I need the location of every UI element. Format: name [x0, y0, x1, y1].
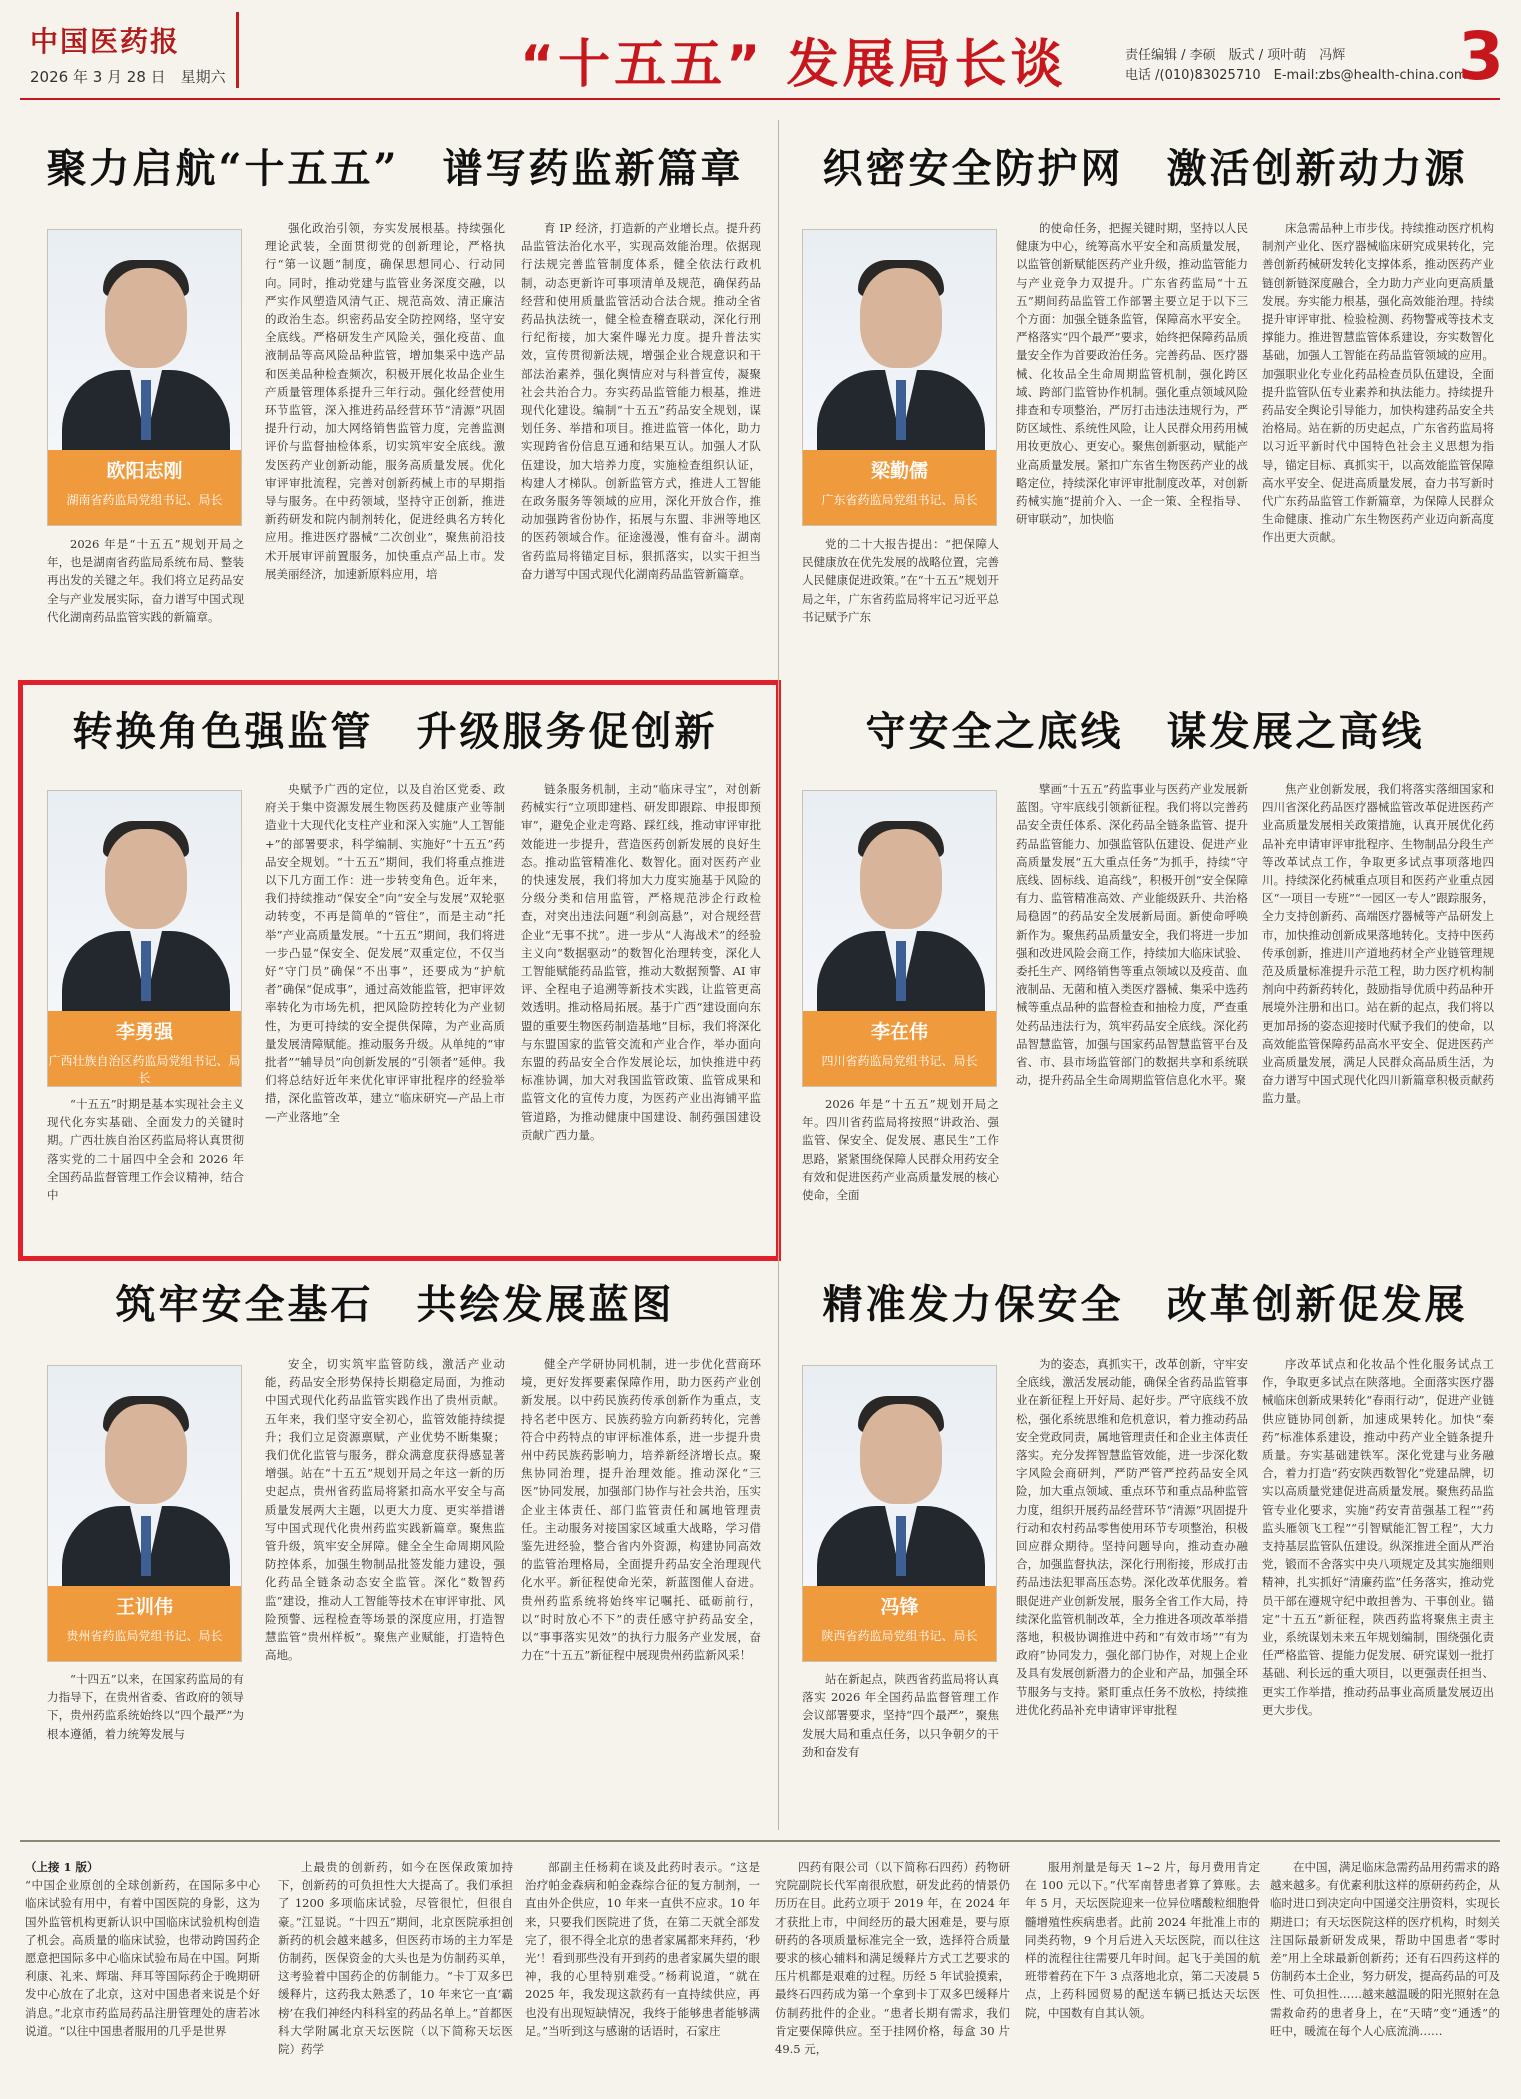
caption-paragraph: 党的二十大报告提出：“把保障人民健康放在优先发展的战略位置，完善人民健康促进政策。”在“十五五”规划开局之年，广东省药监局将牢记习近平总书记赋予广东	[802, 537, 999, 624]
article-hunan	[25, 125, 765, 680]
masthead	[0, 0, 1521, 100]
person-title: 四川省药监局党组书记、局长	[821, 1054, 978, 1068]
article-column: 为的姿态，真抓实干，改革创新，守牢安全底线，激活发展动能，确保全省药品监管事业在新征程上开好局、起好步。严守底线不放松，强化系统思维和危机意识，着力推动药品安全党政同责，属地管理责任和企业主体责任落实。充分发挥智慧监管效能，进一步深化数字风险会商研判，严防严管严控药品安全风险，加大重点领域、重点环节和重点品种监管力度，组织开展药品经营环节“清源”巩固提升行动和农村药品零售使用环节专项整治，积极回应群众期待。坚持问题导向，推动查办融合，加强监督执法，深化行刑衔接，形成打击药品违法犯罪高压态势。深化改革优服务。着眼促进产业创新发展，服务全省工作大局，持续深化监管机制改革，全力推进各项改革举措落地，积极协调推进中药和“有效市场”“有为政府”协同发力，强化部门协作，对规上企业及具有发展创新潜力的企业和产品，加强全环节服务与支持。紧盯重点任务不放松，持续推进优化药品补充申请审评审批程	[1016, 1357, 1248, 1717]
article-shaanxi	[790, 1265, 1500, 1825]
person-name: 梁勤儒	[870, 460, 928, 482]
article-headline: 精准发力保安全 改革创新促发展	[822, 1281, 1468, 1328]
portrait-photo	[802, 790, 997, 1087]
article-headline: 守安全之底线 谋发展之高线	[865, 708, 1425, 755]
person-name: 欧阳志刚	[106, 460, 183, 482]
person-name: 冯锋	[880, 1596, 919, 1618]
continuation-column: 四药有限公司（以下简称石四药）药物研究院副院长代军南很欣慰，研发此药的情景仍历历在目。此药立项于 2019 年，在 2024 年才获批上市，中间经历的最大困难是，要与原研药的各项质量标准完全一致，选择符合质量要求的核心辅料和满足缓释片方式工艺要求的压片机都是艰难的过程。历经 5 年试验摸索，最终石四药成为第一个拿到卡丁双多巴缓释片仿制药批件的企业。“患者长期有需求，我们肯定要保障供应。至于挂网价格，每盒 30 片 49.5 元，	[775, 1860, 1010, 2057]
article-guangdong	[790, 125, 1500, 680]
continuation-column: 服用剂量是每天 1~2 片，每月费用肯定在 100 元以下。”代军南替患者算了算账。去年 5 月，天坛医院迎来一位异位嗜酸粒细胞骨髓增殖性疾病患者。此前 2024 年批准上市的同类药物，9 个月后进入天坛医院，而以往这样的流程往往需要几年时间。起飞于美国的航班带着药在下午 3 点落地北京，第二天凌晨 5 点，上药科园贸易的配送车辆已抵达天坛医院，中国数有自其认领。	[1025, 1860, 1260, 2020]
masthead-rule	[20, 98, 1500, 100]
portrait-photo	[802, 229, 997, 526]
article-column: 擘画“十五五”药监事业与医药产业发展新蓝图。守牢底线引领新征程。我们将以完善药品安全责任体系、深化药品全链条监管、提升药品监管能力、加强监管队伍建设、促进产业高质量发展“五大重点任务”为抓手，持续“守底线、固标线、追高线”，积极开创“安全保障有力、监管精准高效、产业能级跃升、共治格局稳固”的药品安全发展新局面。新使命呼唤新作为。聚焦药品质量安全，我们将进一步加强和改进风险会商工作，持续加大临床试验、委托生产、网络销售等重点领域以及疫苗、血液制品、无菌和植入类医疗器械、集采中选药械等重点品种的监督检查和抽检力度，严查重处药品违法行为，筑牢药品安全底线。深化药品智慧监管，加强与国家药品智慧监管平台及省、市、县市场监管部门的数据共享和系统联动，提升药品全生命周期监管信息化水平。聚	[1016, 782, 1248, 1088]
editors-info	[1125, 46, 1467, 86]
person-title: 贵州省药监局党组书记、局长	[66, 1629, 223, 1643]
article-column: 安全，切实筑牢监管防线，激活产业动能，药品安全形势保持长期稳定局面，为推动中国式现代化药品监管实践作出了贵州贡献。五年来，我们坚守安全初心，监管效能持续提升；我们立足资源禀赋，产业优势不断集聚；我们优化监管与服务，群众满意度获得感显著增强。站在“十五五”规划开局之年这一新的历史起点，贵州省药监局将紧扣高水平安全与高质量发展两大主题，以更大力度、更实举措谱写中国式现代化贵州药监实践新篇章。聚焦监管升级，筑牢安全屏障。健全全生命周期风险防控体系，加强生物制品批签发能力建设，强化药品全链条动态安全监管。深化“数智药监”建设，推动人工智能等技术在审评审批、风险预警、远程检查等场景的深度应用，打造智慧监管“贵州样板”。聚焦产业赋能，打造特色高地。	[265, 1357, 505, 1663]
column-divider	[778, 120, 779, 1830]
person-name: 王训伟	[115, 1596, 173, 1618]
portrait-photo	[47, 229, 242, 526]
continuation-column: 部副主任杨莉在谈及此药时表示。“这是治疗帕金森病和帕金森综合征的复方制剂，一直由外企供应，10 年来一直供不应求。10 年来，只要我们医院进了货，在第二天就全部发完了，很不得全北京的患者家属都来拜药，‘秒光’！看到那些没有开到药的患者家属失望的眼神，我的心里特别难受。”杨莉说道，“就在 2025 年，我发现这款药有一直持续供应，再也没有出现短缺情况，我终于能够患者能够满足。”当听到这与感谢的话语时，石家庄	[525, 1860, 760, 2038]
continuation-column: 上最贵的创新药，如今在医保政策加持下，创新药的可负担性大大提高了。我们承担了 1200 多项临床试验，尽管很忙，但很自豪。”江显说。“十四五”期间，北京医院承担创新药的机会越来越多，但医药市场的主力军是仿制药，医保资金的大头也是为仿制药买单，这考验着中国药企的仿制能力。“卡丁双多巴缓释片，这药我太熟悉了，10 年来它一直‘霸榜’在我们神经内科科室的药品名单上。”首都医科大学附属北京天坛医院（以下简称天坛医院）药学	[278, 1860, 513, 2057]
section-title: “十五五” 发展局长谈	[520, 35, 1067, 95]
article-headline: 筑牢安全基石 共绘发展蓝图	[115, 1281, 675, 1328]
article-headline: 聚力启航“十五五” 谱写药监新篇章	[46, 145, 744, 192]
issue-date: 2026 年 3 月 28 日 星期六	[30, 68, 226, 86]
article-column: 育 IP 经济，打造新的产业增长点。提升药品监管法治化水平，实现高效能治理。依据现行法规完善监管制度体系，健全依法行政机制，动态更新许可事项清单及规范，确保药品经营和使用质量监管活动合法合规。推动全省药品执法统一，健全检查稽查联动，深化行刑行纪衔接，加大案件曝光力度。提升普法实效，宣传贯彻新法规，增强企业合规意识和干部法治素养，强化舆情应对与科普宣传，凝聚社会共治合力。夯实药品监管能力根基，推进现代化建设。编制“十五五”药品安全规划，谋划任务、举措和项目。推进监管一体化，助力实现跨省份信息互通和结果互认。加强人才队伍建设，加大培养力度，实施检查组织认证，构建人才梯队。创新监管方式，推进人工智能在政务服务等领域的应用，深化开放合作，推动加强跨省份协作，拓展与东盟、非洲等地区的医药领域合作。征途漫漫，惟有奋斗。湖南省药监局将锚定目标，狠抓落实，以实干担当奋力谱写中国式现代化湖南药品监管新篇章。	[521, 221, 761, 581]
page-number: 3	[1458, 18, 1504, 95]
portrait-photo	[47, 1365, 242, 1662]
caption-paragraph: “十四五”以来，在国家药监局的有力指导下，在贵州省委、省政府的领导下，贵州药监系统始终以“四个最严”为根本遵循，着力统筹发展与	[47, 1672, 244, 1741]
continuation-lead: （上接 1 版）	[25, 1860, 99, 1874]
person-title: 湖南省药监局党组书记、局长	[66, 493, 223, 507]
article-column: 焦产业创新发展，我们将落实落细国家和四川省深化药品医疗器械监管改革促进医药产业高质量发展相关政策措施，认真开展优化药品补充申请审评审批程序、生物制品分段生产等改革试点工作，争取更多试点事项落地四川。持续深化药械重点项目和医药产业重点园区“一项目一专班”“一园区一专人”跟踪服务，全力支持创新药、高端医疗器械等产品研发上市，加快推动创新成果落地转化。支持中医药传承创新，推进川产道地药材全产业链管理规范及质量标准提升示范工程，助力医疗机构制剂向中药新药转化，鼓励指导优质中药品种开展境外注册和出口。站在新的起点，我们将以更加昂扬的姿态迎接时代赋予我们的使命，以高效能监管保障药品高水平安全、促进医药产业高质量发展，满足人民群众高品质生活，为奋力谱写中国式现代化四川新篇章积极贡献药监力量。	[1262, 782, 1494, 1106]
person-name: 李在伟	[870, 1021, 928, 1043]
continuation-column	[25, 1858, 260, 2088]
article-headline: 转换角色强监管 升级服务促创新	[72, 708, 718, 755]
article-column: 床急需品种上市步伐。持续推动医疗机构制剂产业化、医疗器械临床研究成果转化，完善创新药械研发转化支撑体系，推动医药产业链创新链深度融合，全力助力产业向更高质量发展。夯实能力根基，强化高效能治理。持续提升审评审批、检验检测、药物警戒等技术支撑能力。推进智慧监管体系建设，夯实数智化基础，加强人工智能在药品监管领域的应用。加强职业化专业化药品检查员队伍建设，全面提升监管队伍专业素养和执法能力。持续提升药品安全舆论引导能力，加快构建药品安全共治格局。站在新的历史起点，广东省药监局将以习近平新时代中国特色社会主义思想为指导，锚定目标、真抓实干，以高效能监管保障高水平安全、促进高质量发展，奋力书写新时代广东药品监管工作新篇章，为保障人民群众生命健康、推动广东生物医药产业迈向新高度作出更大贡献。	[1262, 221, 1494, 545]
caption-paragraph: 2026 年是“十五五”规划开局之年，也是湖南省药监局系统布局、整装再出发的关键之年。我们将立足药品安全与产业发展实际，奋力谱写中国式现代化湖南药品监管实践的新篇章。	[47, 537, 244, 624]
article-headline: 织密安全防护网 激活创新动力源	[822, 145, 1468, 192]
newspaper-logo: 中国医药报	[30, 25, 181, 58]
article-column: 健全产学研协同机制，进一步优化营商环境，更好发挥要素保障作用，助力医药产业创新发展。以中药民族药传承创新作为重点，支持名老中医方、民族药验方向新药转化，完善符合中药特点的审评标准体系，进一步提升贵州中药民族药影响力，培养新经济增长点。聚焦协同治理，提升治理效能。推动深化“三医”协同发展，加强部门协作与社会共治，压实企业主体责任、部门监管责任和属地管理责任。主动服务对接国家区域重大战略，学习借鉴先进经验，整合省内外资源，构建协同高效的监管治理格局，全面提升药品安全治理现代化水平。新征程使命光荣，新蓝图催人奋进。贵州药监系统将始终牢记嘱托、砥砺前行，以“时时放心不下”的责任感守护药品安全，以“事事落实见效”的执行力服务产业发展，奋力在“十五五”新征程中展现贵州药监新风采！	[521, 1357, 761, 1663]
person-title: 广东省药监局党组书记、局长	[821, 493, 978, 507]
article-column: 强化政治引领，夯实发展根基。持续强化理论武装，全面贯彻党的创新理论，严格执行“第一议题”制度，确保思想同心、行动同向。同时，推动党建与监管业务深度交融，以严实作风塑造风清气正、规范高效、清正廉洁的政治生态。织密药品安全防控网络，坚守安全底线。严格研发生产风险关，强化疫苗、血液制品等高风险品种监管，增加集采中选产品和医美品种检查频次，积极开展化妆品企业生产质量管理体系提升三年行动。强化经营使用环节监管，深入推进药品经营环节“清源”巩固提升行动，加大网络销售监管力度，完善监测评价与监督抽检体系，切实筑牢安全底线。激发医药产业创新动能，服务高质量发展。优化审评审批流程，完善对创新药械上市的早期指导与服务。在中药领域，坚持守正创新，推进新药研发和院内制剂转化，促进经典名方转化应用。推进医疗器械“二次创业”，聚焦前沿技术开展审评前置服务，加快重点产品上市。发展美丽经济，加速新原料应用，培	[265, 221, 505, 581]
caption-paragraph: 站在新起点，陕西省药监局将认真落实 2026 年全国药品监督管理工作会议部署要求，坚持“四个最严”，聚焦发展大局和重点任务，以只争朝夕的干劲和奋发有	[802, 1672, 999, 1759]
continuation-text: “中国企业原创的全球创新药，在国际多中心临床试验有用中，有着中国医院的身影，这为国外监管机构更新认识中国临床试验机构创造了机会。高质量的临床试验，也带动跨国药企愿意把国际多中心临床试验布局在中国。阿斯利康、礼来、辉瑞、拜耳等国际药企于晚期研发中心放在了北京，这对中国患者来说是个好消息。”北京市药监局药品注册管理处的唐若冰说道。“以往中国患者服用的几乎是世界	[25, 1878, 260, 2038]
article-guizhou	[25, 1265, 765, 1825]
masthead-divider	[236, 12, 239, 88]
person-title: 陕西省药监局党组书记、局长	[821, 1629, 978, 1643]
editors-line: 责任编辑 / 李硕 版式 / 项叶萌 冯辉	[1125, 48, 1346, 63]
portrait-photo	[802, 1365, 997, 1662]
article-sichuan	[790, 690, 1500, 1250]
contact-line: 电话 /(010)83025710 E-mail:zbs@health-china.com	[1125, 68, 1467, 83]
caption-paragraph: “十五五”时期是基本实现社会主义现代化夯实基础、全面发力的关键时期。广西壮族自治区药监局将认真贯彻落实党的二十届四中全会和 2026 年全国药品监督管理工作会议精神，结合中	[47, 1097, 244, 1203]
article-column: 序改革试点和化妆品个性化服务试点工作，争取更多试点在陕落地。全面落实医疗器械临床创新成果转化“春雨行动”，促进产业链供应链协同创新，加速成果转化。加快“秦药”标准体系建设，推动中药产业全链条提升质量。夯实基础建铁军。深化党建与业务融合，着力打造“药安陕西数智化”党建品牌，切实以高质量党建促进高质量发展。聚焦药品监管专业化要求，实施“药安青苗强基工程”“药监头雁领飞工程”“引智赋能汇智工程”，大力支持基层监管队伍建设。纵深推进全面从严治党，锻而不舍落实中央八项规定及其实施细则精神，扎实抓好“清廉药监”任务落实，推动党员干部在遵规守纪中敢担善为、干事创业。锚定“十五五”新征程，陕西药监将聚焦主责主业，系统谋划未来五年规划编制，围绕强化责任严格监管、提能力促发展、研究谋划一批打基础、利长远的重大项目，以更强责任担当、更实工作举措，推动药品事业高质量发展迈出更大步伐。	[1262, 1357, 1494, 1717]
article-column: 央赋予广西的定位，以及自治区党委、政府关于集中资源发展生物医药及健康产业等制造业十大现代化支柱产业和深入实施“人工智能 +”的部署要求，科学编制、实施好“十五五”药品安全规划。“十五五”期间，我们将重点推进以下几方面工作：进一步转变角色。近年来，我们持续推动“保安全”向“安全与发展”双轮驱动转变，不再是简单的“管住”，而是主动“托举”产业高质量发展。“十五五”期间，我们将进一步凸显“保安全、促发展”双重定位，不仅当好“守门员”确保“不出事”，还要成为“护航者”确保“促成事”，通过高效能监管，把审评效率转化为市场先机，把风险防控转化为产业韧性，为更可持续的安全提供保障，为产业高质量发展清障赋能。推动服务升级。从单纯的“审批者”“辅导员”向创新发展的“引领者”延伸。我们将总结好近年来优化审评审批程序的经验举措，深化监管改革，建立“临床研究—产品上市—产业落地”全	[265, 782, 505, 1124]
caption-paragraph: 2026 年是“十五五”规划开局之年。四川省药监局将按照“讲政治、强监管、保安全、促发展、惠民生”工作思路，紧紧围绕保障人民群众用药安全有效和促进医药产业高质量发展的核心使命，全面	[802, 1097, 999, 1203]
article-column: 的使命任务，把握关键时期，坚持以人民健康为中心，统筹高水平安全和高质量发展，以监管创新赋能医药产业升级，推动监管能力与产业竞争力双提升。广东省药监局“十五五”期间药品监管工作部署主要立足于以下三个方面：加强全链条监管，保障高水平安全。严格落实“四个最严”要求，始终把保障药品质量安全作为首要政治任务。完善药品、医疗器械、化妆品全生命周期监管机制，强化跨区域、跨部门监管协作机制。强化重点领域风险排查和专项整治，严厉打击违法违规行为，严防区域性、系统性风险，让人民群众用药用械用妆更放心、更安心。聚焦创新驱动，赋能产业高质量发展。紧扣广东省生物医药产业的战略定位，持续深化审评审批制度改革，对创新药械实施“提前介入、一企一策、全程指导、研审联动”，加快临	[1016, 221, 1248, 527]
person-title: 广西壮族自治区药监局党组书记、局长	[48, 1054, 241, 1085]
section-divider	[20, 1840, 1500, 1842]
continuation-column: 在中国，满足临床急需药品用药需求的路越来越多。有优素利肽这样的原研药药企，从临时进口到决定向中国递交注册资料，实现长期进口；有天坛医院这样的医疗机构，时刻关注国际最新研发成果，帮助中国患者“零时差”用上全球最新创新药；还有石四药这样的仿制药本土企业，努力研发，提高药品的可及性、可负担性……越来越温暖的阳光照射在急需救命药的患者身上，在“天晴”变“通透”的旺中，暖流在每个人心底流淌……	[1270, 1860, 1500, 2038]
article-column: 链条服务机制，主动“临床寻宝”，对创新药械实行“立项即建档、研发即跟踪、申报即预审”，避免企业走弯路、踩红线，推动审评审批效能进一步提升，营造医药创新发展的良好生态。推动监管精准化、数智化。面对医药产业的快速发展，我们将加大力度实施基于风险的分级分类和信用监管，严格规范涉企行政检查，对突出违法问题“利剑高悬”，对合规经营企业“无事不扰”。进一步从“人海战术”的经验主义向“数据驱动”的数智化治理转变，深化人工智能赋能药品监管，推动大数据预警、AI 审评、全程电子追溯等新技术实践，让监管更高效透明。推动格局拓展。基于广西“建设面向东盟的重要生物医药制造基地”目标，我们将深化与东盟国家的监管交流和产业合作，举办面向东盟的药品安全合作发展论坛，加快推进中药标准协调，加大对我国监管政策、监管成果和监管文化的宣传力度，为医药产业出海铺平监管道路，为推动健康中国建设、制药强国建设贡献广西力量。	[521, 782, 761, 1142]
person-name: 李勇强	[115, 1021, 173, 1043]
highlight-box	[18, 680, 781, 1261]
